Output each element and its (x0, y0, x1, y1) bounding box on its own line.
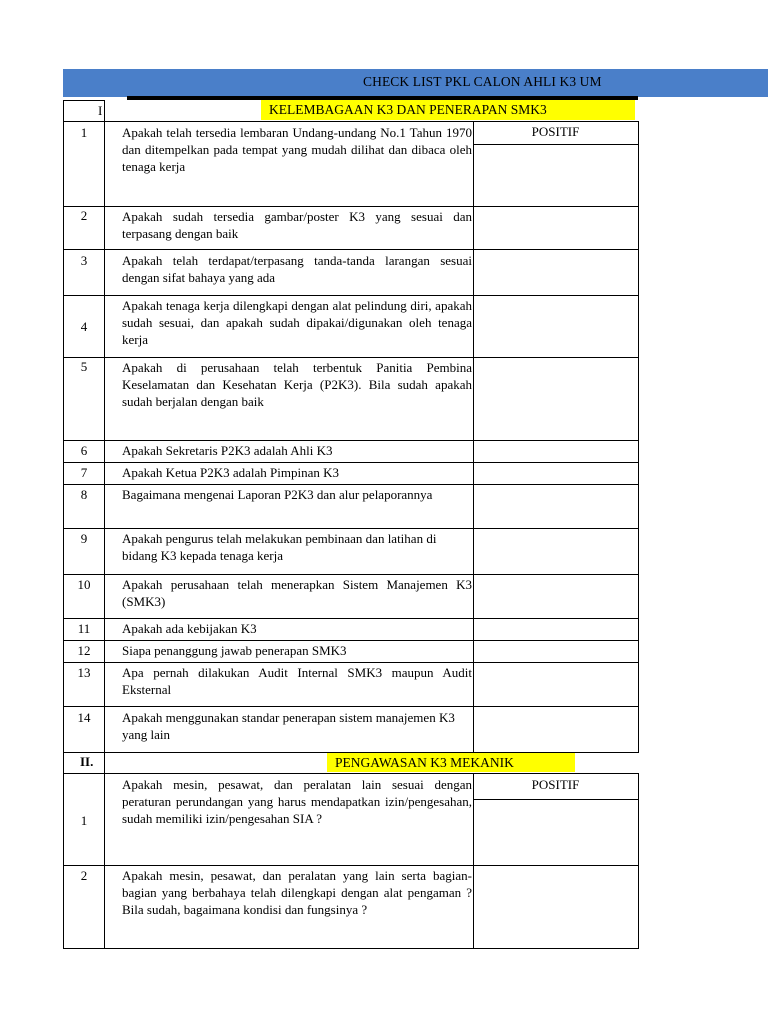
row-divider (473, 799, 639, 800)
item-question: Apakah menggunakan standar penerapan sistem manajemen K3 yang lain (122, 710, 455, 743)
item-number: 14 (77, 710, 91, 725)
item-question: Bagaimana mengenai Laporan P2K3 dan alur pelaporannya (122, 487, 433, 502)
row-divider (63, 357, 639, 358)
item-question: Apakah mesin, pesawat, dan peralatan yang lain serta bagian-bagian yang berbahaya telah dilengkapi dengan alat pengaman ? Bila sudah, bagaimana kondisi dan fungsinya ? (122, 868, 472, 918)
row-divider (63, 773, 639, 774)
item-number: 12 (77, 643, 91, 658)
table-border-right (638, 121, 639, 752)
row-divider (63, 484, 639, 485)
item-question: Apakah telah terdapat/terpasang tanda-tanda larangan sesuai dengan sifat bahaya yang ada (122, 253, 472, 286)
item-number: 8 (80, 487, 88, 502)
row-divider (63, 618, 639, 619)
item-number: 10 (77, 577, 91, 592)
item-number: 5 (80, 359, 88, 374)
row-divider (63, 640, 639, 641)
item-number: 2 (80, 868, 88, 883)
row-divider (63, 121, 639, 122)
item-number: 1 (80, 813, 88, 828)
row-divider (63, 249, 639, 250)
row-divider (63, 528, 639, 529)
item-question: Apakah perusahaan telah menerapkan Sistem Manajemen K3 (SMK3) (122, 577, 472, 610)
item-question: Apakah Sekretaris P2K3 adalah Ahli K3 (122, 443, 333, 458)
column-divider-question (473, 121, 474, 752)
section-number: I (98, 103, 103, 118)
row-divider (473, 144, 639, 145)
row-divider (63, 662, 639, 663)
item-number: 1 (80, 125, 88, 140)
item-question: Siapa penanggung jawab penerapan SMK3 (122, 643, 347, 658)
section-title: KELEMBAGAAN K3 DAN PENERAPAN SMK3 (261, 100, 635, 120)
item-number: 4 (80, 319, 88, 334)
item-question: Apakah mesin, pesawat, dan peralatan lain sesuai dengan peraturan perundangan yang harus mendapatkan izin/pengesahan, sudah memiliki izin/pengesahan SIA ? (122, 777, 472, 827)
item-question: Apa pernah dilakukan Audit Internal SMK3 maupun Audit Eksternal (122, 665, 472, 698)
positive-column-header: POSITIF (531, 777, 580, 792)
item-number: 6 (80, 443, 88, 458)
section-title: PENGAWASAN K3 MEKANIK (327, 753, 575, 772)
table-border-bottom (63, 948, 639, 949)
row-divider (63, 206, 639, 207)
item-number: 9 (80, 531, 88, 546)
item-question: Apakah sudah tersedia gambar/poster K3 yang sesuai dan terpasang dengan baik (122, 209, 472, 242)
row-divider (63, 100, 105, 101)
section-number: II. (80, 754, 94, 769)
item-number: 11 (77, 621, 91, 636)
item-number: 2 (80, 208, 88, 223)
item-number: 7 (80, 465, 88, 480)
row-divider (63, 295, 639, 296)
positive-column-header: POSITIF (531, 124, 580, 139)
row-divider (63, 706, 639, 707)
item-question: Apakah telah tersedia lembaran Undang-undang No.1 Tahun 1970 dan ditempelkan pada tempat yang mudah dilihat dan dibaca oleh tenaga kerja (122, 125, 472, 175)
item-question: Apakah Ketua P2K3 adalah Pimpinan K3 (122, 465, 339, 480)
row-divider (63, 462, 639, 463)
document-title: CHECK LIST PKL CALON AHLI K3 UM (363, 74, 602, 89)
row-divider (63, 574, 639, 575)
item-question: Apakah di perusahaan telah terbentuk Panitia Pembina Keselamatan dan Kesehatan Kerja (P2K3). Bila sudah apakah sudah berjalan dengan baik (122, 360, 472, 410)
item-question: Apakah pengurus telah melakukan pembinaan dan latihan di bidang K3 kepada tenaga kerja (122, 531, 437, 564)
row-divider (63, 865, 639, 866)
item-question: Apakah ada kebijakan K3 (122, 621, 257, 636)
item-number: 3 (80, 253, 88, 268)
item-question: Apakah tenaga kerja dilengkapi dengan alat pelindung diri, apakah sudah sesuai, dan apakah sudah dipakai/digunakan oleh tenaga kerja (122, 298, 472, 348)
row-divider (63, 440, 639, 441)
item-number: 13 (77, 665, 91, 680)
